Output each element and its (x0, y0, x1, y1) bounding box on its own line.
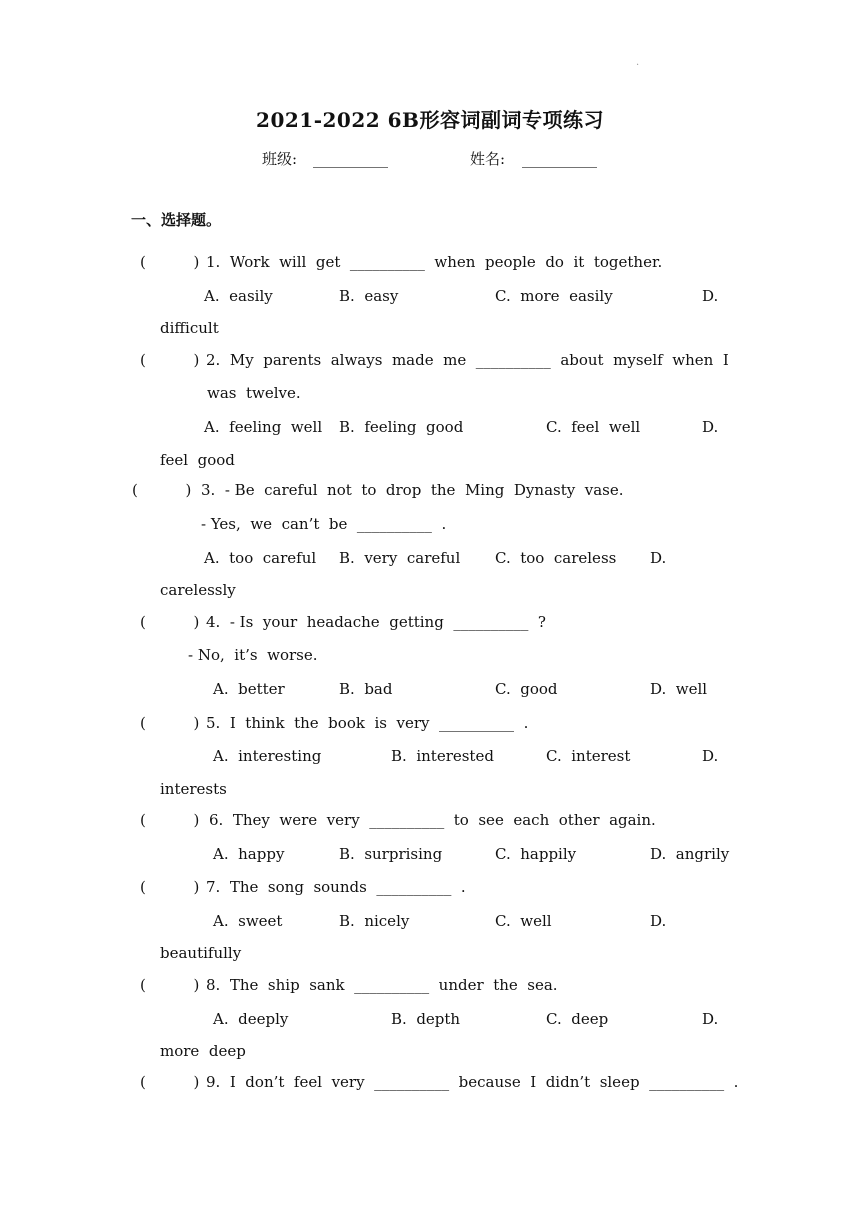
answer-paren[interactable]: ( ) (140, 1073, 200, 1091)
question-stem: 9. I don’t feel very __________ because I didn’t sleep __________ . (206, 1073, 739, 1091)
option-c: C. too careless (495, 549, 617, 567)
question-stem: 4. - Is your headache getting __________ ? (206, 613, 546, 631)
option-a: A. happy (213, 845, 285, 863)
answer-paren[interactable]: ( ) (140, 878, 200, 896)
option-a: A. interesting (213, 747, 322, 765)
option-b: B. surprising (339, 845, 443, 863)
answer-paren[interactable]: ( ) (140, 253, 200, 271)
option-a: A. sweet (213, 912, 283, 930)
option-d-text: more deep (160, 1042, 246, 1060)
answer-paren[interactable]: ( ) (140, 811, 200, 829)
option-a: A. deeply (213, 1010, 289, 1028)
option-c: C. happily (495, 845, 577, 863)
answer-paren[interactable]: ( ) (140, 613, 200, 631)
option-d-text: interests (160, 780, 227, 798)
option-d: D. well (650, 680, 708, 698)
question-stem: 7. The song sounds __________ . (206, 878, 466, 896)
question-stem-line2: - No, it’s worse. (188, 646, 318, 664)
corner-mark: . (636, 57, 640, 68)
answer-paren[interactable]: ( ) (140, 351, 200, 369)
option-c: C. good (495, 680, 558, 698)
question-stem-line2: was twelve. (207, 384, 301, 402)
answer-paren[interactable]: ( ) (140, 976, 200, 994)
option-d-text: feel good (160, 451, 235, 469)
option-a: A. too careful (204, 549, 317, 567)
class-blank: __________ (313, 150, 388, 168)
name-blank: __________ (522, 150, 597, 168)
question-stem: 8. The ship sank __________ under the sea. (206, 976, 558, 994)
option-c: C. deep (546, 1010, 609, 1028)
option-d: D. (650, 549, 667, 567)
option-b: B. feeling good (339, 418, 464, 436)
answer-paren[interactable]: ( ) (132, 481, 192, 499)
option-c: C. interest (546, 747, 631, 765)
option-a: A. better (213, 680, 285, 698)
page-title: 2021-2022 6B形容词副词专项练习 (256, 108, 604, 132)
option-b: B. bad (339, 680, 393, 698)
question-stem-line2: - Yes, we can’t be __________ . (201, 515, 447, 533)
option-d-text: beautifully (160, 944, 242, 962)
option-b: B. depth (391, 1010, 461, 1028)
option-d-text: carelessly (160, 581, 236, 599)
option-d: D. (702, 1010, 719, 1028)
option-d: D. (702, 747, 719, 765)
option-d: D. (650, 912, 667, 930)
option-a: A. easily (204, 287, 273, 305)
option-d: D. (702, 418, 719, 436)
question-stem: 5. I think the book is very __________ . (206, 714, 529, 732)
option-a: A. feeling well (204, 418, 323, 436)
question-stem: 6. They were very __________ to see each other again. (209, 811, 656, 829)
option-c: C. more easily (495, 287, 613, 305)
option-d: D. (702, 287, 719, 305)
option-c: C. well (495, 912, 552, 930)
question-stem: 1. Work will get __________ when people do it together. (206, 253, 663, 271)
question-stem: 3. - Be careful not to drop the Ming Dynasty vase. (201, 481, 624, 499)
option-b: B. very careful (339, 549, 461, 567)
class-label: 班级: (262, 150, 298, 168)
option-b: B. easy (339, 287, 399, 305)
option-b: B. nicely (339, 912, 410, 930)
section-title: 一、选择题。 (131, 211, 222, 229)
option-d: D. angrily (650, 845, 730, 863)
option-c: C. feel well (546, 418, 641, 436)
answer-paren[interactable]: ( ) (140, 714, 200, 732)
option-b: B. interested (391, 747, 494, 765)
name-label: 姓名: (470, 150, 506, 168)
question-stem: 2. My parents always made me __________ about myself when I (206, 351, 729, 369)
option-d-text: difficult (160, 319, 219, 337)
